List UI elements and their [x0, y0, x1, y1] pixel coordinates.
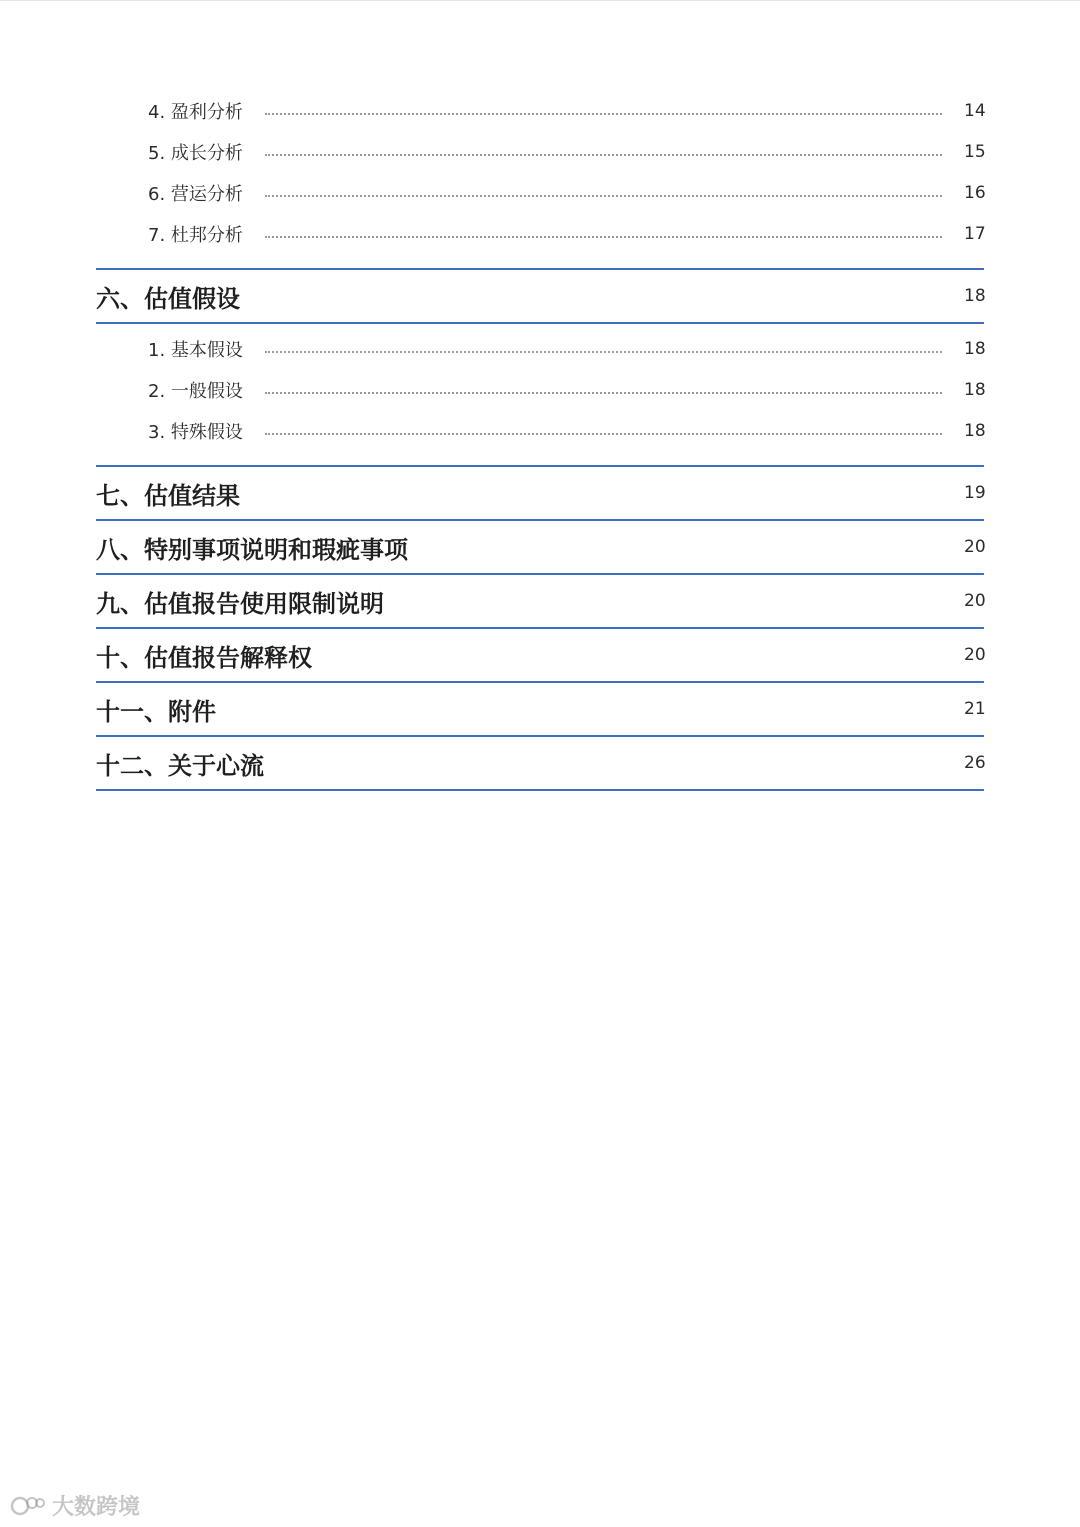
toc-sub-label: 4. 盈利分析 — [148, 101, 243, 123]
dot-leader — [265, 351, 942, 353]
toc-sub-item[interactable] — [96, 213, 984, 254]
dot-leader — [265, 113, 942, 115]
toc-page-number: 18 — [964, 286, 986, 306]
toc-section-title: 十二、关于心流 — [96, 751, 264, 780]
toc-sub-item[interactable] — [96, 90, 984, 131]
toc-section-row[interactable] — [96, 519, 984, 573]
dot-leader — [265, 195, 942, 197]
toc-section-row[interactable] — [96, 573, 984, 627]
toc-section-row[interactable] — [96, 465, 984, 519]
toc-section-row[interactable] — [96, 735, 984, 791]
toc-page-number: 18 — [964, 379, 986, 400]
toc-page-number: 21 — [964, 699, 986, 719]
toc-sub-item[interactable] — [96, 131, 984, 172]
toc-section-title: 八、特别事项说明和瑕疵事项 — [96, 535, 408, 564]
toc-sub-label: 2. 一般假设 — [148, 380, 243, 402]
toc-page-number: 18 — [964, 338, 986, 359]
toc-sub-label: 3. 特殊假设 — [148, 421, 243, 443]
watermark-text: 大数跨境 — [52, 1495, 141, 1520]
toc-sub-label: 7. 杜邦分析 — [148, 224, 243, 246]
toc-sub-block — [96, 322, 984, 465]
table-of-contents — [96, 90, 984, 791]
toc-page-number: 17 — [964, 223, 986, 244]
dot-leader — [265, 154, 942, 156]
dot-leader — [265, 392, 942, 394]
watermark-logo-icon — [10, 1494, 46, 1518]
toc-section-title: 六、估值假设 — [96, 284, 240, 313]
toc-section-row[interactable] — [96, 627, 984, 681]
toc-section-row[interactable] — [96, 268, 984, 322]
toc-section-title: 九、估值报告使用限制说明 — [96, 589, 384, 618]
dot-leader — [265, 433, 942, 435]
toc-sub-label: 5. 成长分析 — [148, 142, 243, 164]
toc-sub-label: 1. 基本假设 — [148, 339, 243, 361]
toc-page-number: 20 — [964, 537, 986, 557]
toc-sub-item[interactable] — [96, 369, 984, 410]
toc-sub-item[interactable] — [96, 328, 984, 369]
toc-page-number: 19 — [964, 483, 986, 503]
toc-section-row[interactable] — [96, 681, 984, 735]
toc-section-title: 七、估值结果 — [96, 481, 240, 510]
toc-sub-item[interactable] — [96, 172, 984, 213]
spacer — [96, 254, 984, 268]
toc-section-title: 十一、附件 — [96, 697, 216, 726]
toc-section-title: 十、估值报告解释权 — [96, 643, 312, 672]
toc-page-number: 26 — [964, 753, 986, 773]
toc-sub-item[interactable] — [96, 410, 984, 451]
dot-leader — [265, 236, 942, 238]
page-top-border — [0, 0, 1080, 1]
toc-page-number: 20 — [964, 591, 986, 611]
toc-page-number: 16 — [964, 182, 986, 203]
toc-page-number: 20 — [964, 645, 986, 665]
toc-sub-label: 6. 营运分析 — [148, 183, 243, 205]
watermark — [10, 1490, 140, 1521]
toc-page-number: 14 — [964, 100, 986, 121]
toc-page-number: 18 — [964, 420, 986, 441]
toc-page-number: 15 — [964, 141, 986, 162]
